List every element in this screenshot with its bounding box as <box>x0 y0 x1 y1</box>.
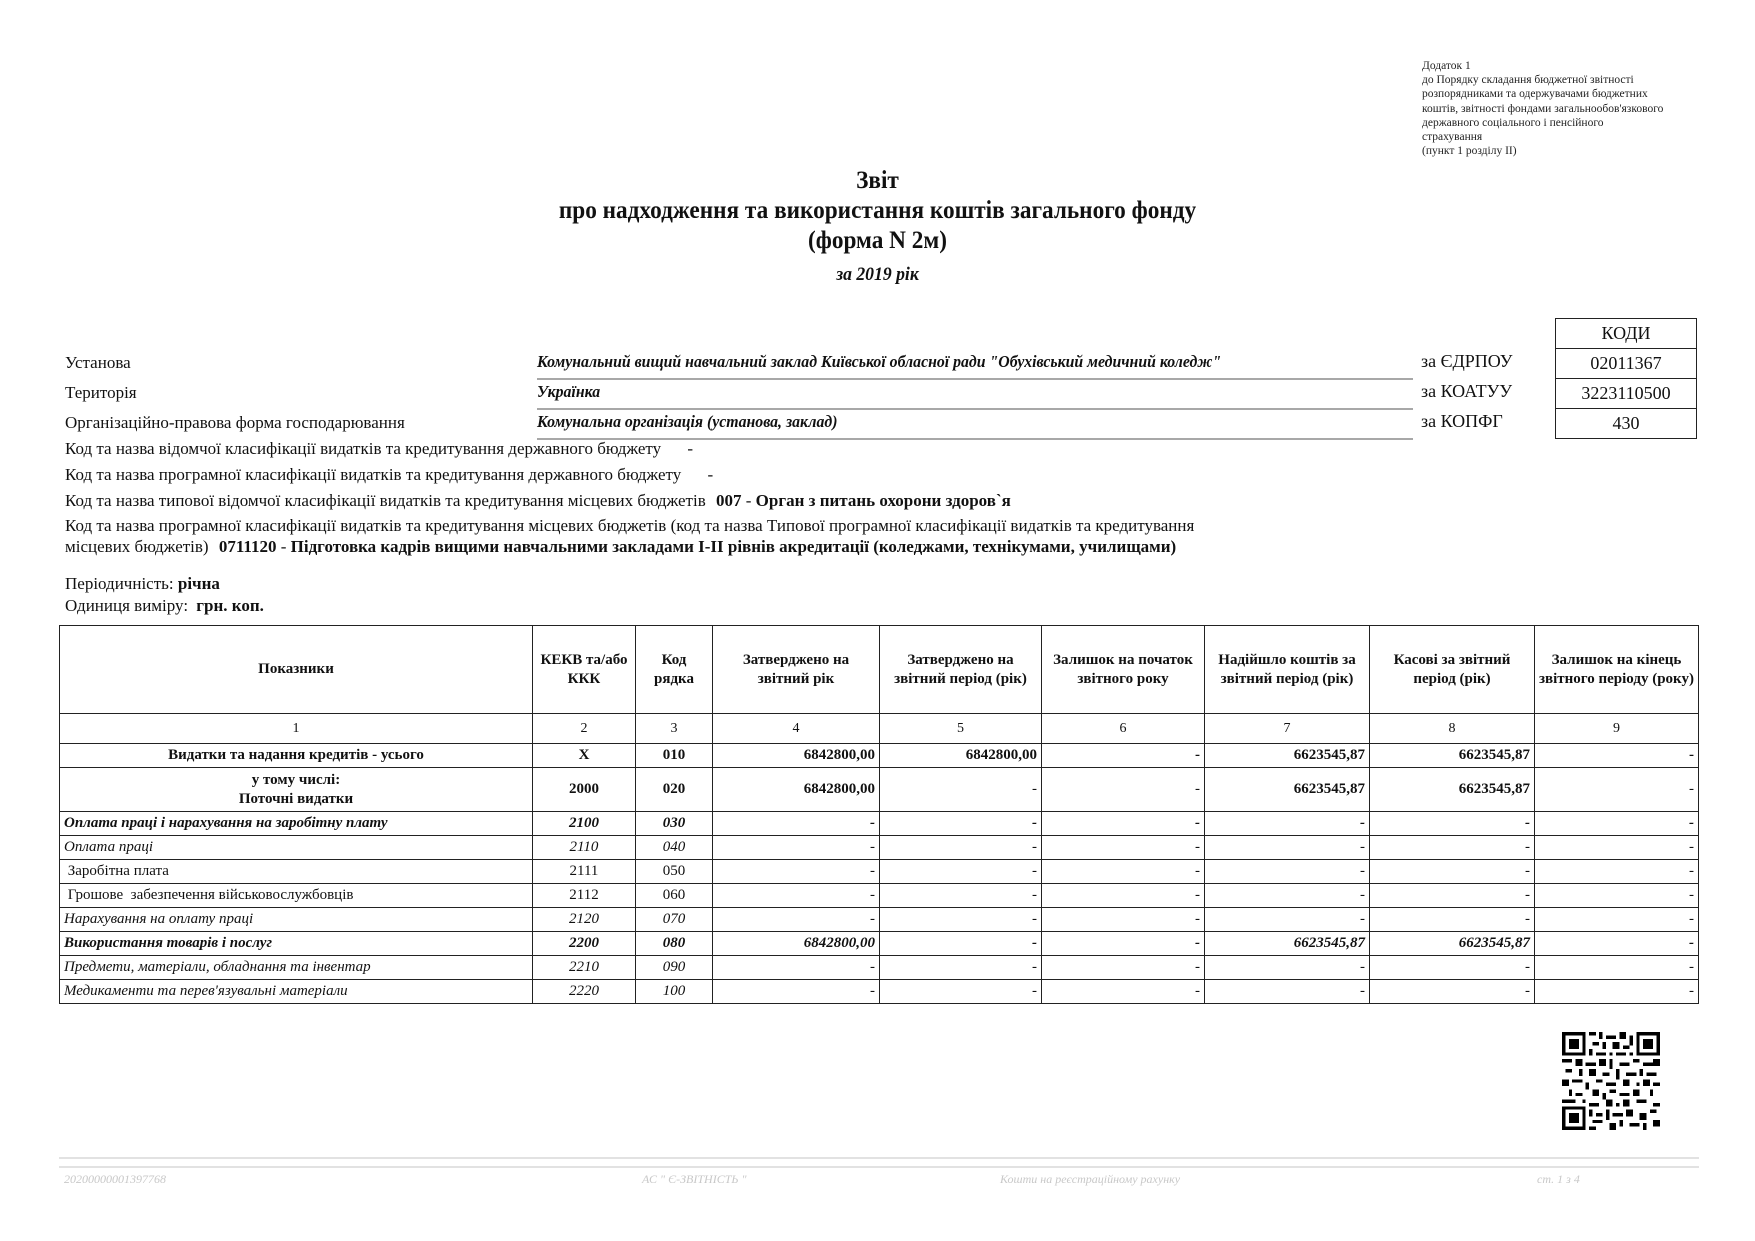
balance-end: - <box>1535 768 1699 812</box>
indicator-name: Заробітна плата <box>60 860 533 884</box>
col-number: 5 <box>880 714 1042 744</box>
col-number: 3 <box>636 714 713 744</box>
cash: - <box>1370 836 1535 860</box>
typical-departmental-name: Орган з питань охорони здоров`я <box>755 491 1011 510</box>
codes-header: КОДИ <box>1601 323 1651 343</box>
local-program-code: 0711120 <box>218 537 277 556</box>
typical-departmental-code: 007 <box>716 491 742 510</box>
indicator-name: Предмети, матеріали, обладнання та інвентар <box>60 956 533 980</box>
approved-year: 6842800,00 <box>713 768 880 812</box>
col-header-balance-end: Залишок на кінець звітного періоду (року) <box>1535 626 1699 714</box>
table-row <box>60 860 1699 884</box>
unit-value: грн. коп. <box>196 596 264 615</box>
balance-start: - <box>1042 956 1205 980</box>
footer-divider <box>59 1157 1699 1168</box>
approved-period: - <box>880 860 1042 884</box>
approved-period: 6842800,00 <box>880 744 1042 768</box>
typical-departmental-label: Код та назва типової відомчої класифікації видатків та кредитування місцевих бюджетів <box>65 491 706 510</box>
row-code: 100 <box>636 980 713 1004</box>
row-code: 040 <box>636 836 713 860</box>
kekv: X <box>533 744 636 768</box>
received: - <box>1205 956 1370 980</box>
approved-period: - <box>880 908 1042 932</box>
col-header-approved-year: Затверджено на звітний рік <box>713 626 880 714</box>
appendix-line: державного соціального і пенсійного <box>1422 116 1604 129</box>
approved-year: - <box>713 956 880 980</box>
kekv: 2112 <box>533 884 636 908</box>
table-row <box>60 812 1699 836</box>
appendix-note <box>1422 59 1722 158</box>
approved-period: - <box>880 884 1042 908</box>
col-number: 4 <box>713 714 880 744</box>
row-code: 030 <box>636 812 713 836</box>
row-code: 090 <box>636 956 713 980</box>
koatuu-label: за КОАТУУ <box>1421 381 1513 401</box>
cash: - <box>1370 908 1535 932</box>
local-program-classification <box>65 516 1194 557</box>
cash: - <box>1370 860 1535 884</box>
indicator-name: Оплата праці і нарахування на заробітну плату <box>60 812 533 836</box>
title-period: за 2019 рік <box>836 264 919 285</box>
received: - <box>1205 836 1370 860</box>
cash: - <box>1370 980 1535 1004</box>
approved-period: - <box>880 932 1042 956</box>
approved-year: 6842800,00 <box>713 744 880 768</box>
row-code: 080 <box>636 932 713 956</box>
departmental-classification-label: Код та назва відомчої класифікації видатків та кредитування державного бюджету <box>65 439 662 458</box>
received: - <box>1205 860 1370 884</box>
table-row <box>60 744 1699 768</box>
local-program-name: Підготовка кадрів вищими навчальними закладами I-II рівнів акредитації (коледжами, технікумами, училищами) <box>290 537 1177 556</box>
qr-code-icon <box>1562 1032 1660 1130</box>
appendix-line: розпорядниками та одержувачами бюджетних <box>1422 88 1648 101</box>
edrpou-code: 02011367 <box>1556 348 1696 378</box>
footer-page-number: ст. 1 з 4 <box>1537 1172 1580 1186</box>
periodicity <box>65 574 220 594</box>
approved-year: - <box>713 884 880 908</box>
indicator-name: Використання товарів і послуг <box>60 932 533 956</box>
table-header-row <box>60 626 1699 714</box>
approved-year: - <box>713 836 880 860</box>
col-number: 9 <box>1535 714 1699 744</box>
edrpou-label: за ЄДРПОУ <box>1421 351 1513 371</box>
balance-start: - <box>1042 768 1205 812</box>
table-row <box>60 908 1699 932</box>
local-program-label: Код та назва програмної класифікації видатків та кредитування місцевих бюджетів (код та назва Типової програмної класифікації видатків та кредитування <box>65 516 1195 535</box>
territory-value-text: Українка <box>537 382 601 401</box>
typical-departmental-classification <box>65 491 1011 511</box>
table-row <box>60 980 1699 1004</box>
approved-year: - <box>713 812 880 836</box>
received: 6623545,87 <box>1205 744 1370 768</box>
col-header-received: Надійшло коштів за звітний період (рік) <box>1205 626 1370 714</box>
local-program-label-cont: місцевих бюджетів) <box>65 537 209 556</box>
indicator-name: Нарахування на оплату праці <box>60 908 533 932</box>
institution-value-text: Комунальний вищий навчальний заклад Київської обласної ради "Обухівський медичний коледж" <box>537 352 1222 371</box>
indicator-name-prefix: у тому числі: <box>251 771 341 788</box>
col-header-row-code: Код рядка <box>636 626 713 714</box>
cash: - <box>1370 812 1535 836</box>
dash: - <box>280 537 287 556</box>
kopfg-code: 430 <box>1556 408 1696 438</box>
koatuu-code: 3223110500 <box>1556 378 1696 408</box>
balance-end: - <box>1535 812 1699 836</box>
balance-end: - <box>1535 860 1699 884</box>
report-table <box>59 625 1699 1004</box>
kekv: 2110 <box>533 836 636 860</box>
col-header-indicators: Показники <box>60 626 533 714</box>
program-classification-label: Код та назва програмної класифікації видатків та кредитування державного бюджету <box>65 465 682 484</box>
col-header-approved-period: Затверджено на звітний період (рік) <box>880 626 1042 714</box>
appendix-line: коштів, звітності фондами загальнообов'язкового <box>1422 102 1664 115</box>
indicator-name: Грошове забезпечення військовослужбовців <box>60 884 533 908</box>
balance-end: - <box>1535 980 1699 1004</box>
kekv: 2100 <box>533 812 636 836</box>
received: - <box>1205 980 1370 1004</box>
kekv: 2000 <box>533 768 636 812</box>
approved-period: - <box>880 836 1042 860</box>
row-code: 010 <box>636 744 713 768</box>
ownership-form-value <box>537 409 1413 440</box>
institution-label: Установа <box>65 353 131 372</box>
unit-of-measure <box>65 596 264 616</box>
cash: - <box>1370 884 1535 908</box>
dash: - <box>745 491 752 510</box>
cash: - <box>1370 956 1535 980</box>
approved-period: - <box>880 768 1042 812</box>
periodicity-label: Періодичність: <box>65 574 174 593</box>
balance-end: - <box>1535 884 1699 908</box>
departmental-classification <box>65 439 693 459</box>
balance-start: - <box>1042 744 1205 768</box>
approved-year: 6842800,00 <box>713 932 880 956</box>
title-line-2: про надходження та використання коштів загального фонду <box>558 197 1197 224</box>
cash: 6623545,87 <box>1370 744 1535 768</box>
institution-value <box>537 349 1413 380</box>
balance-start: - <box>1042 884 1205 908</box>
received: 6623545,87 <box>1205 932 1370 956</box>
cash: 6623545,87 <box>1370 932 1535 956</box>
approved-period: - <box>880 980 1042 1004</box>
row-code: 050 <box>636 860 713 884</box>
footer-system-name: АС " Є-ЗВІТНІСТЬ " <box>642 1172 747 1186</box>
balance-start: - <box>1042 812 1205 836</box>
table-row <box>60 768 1699 812</box>
periodicity-value: річна <box>177 574 220 593</box>
kekv: 2111 <box>533 860 636 884</box>
col-header-balance-start: Залишок на початок звітного року <box>1042 626 1205 714</box>
appendix-line: до Порядку складання бюджетної звітності <box>1422 74 1634 87</box>
kekv: 2120 <box>533 908 636 932</box>
balance-start: - <box>1042 908 1205 932</box>
approved-year: - <box>713 980 880 1004</box>
territory-value <box>537 379 1413 410</box>
table-row <box>60 884 1699 908</box>
received: - <box>1205 908 1370 932</box>
ownership-form-label: Організаційно-правова форма господарювання <box>65 413 405 432</box>
table-row <box>60 932 1699 956</box>
approved-period: - <box>880 956 1042 980</box>
program-classification <box>65 465 713 485</box>
title-line-1: Звіт <box>856 167 899 194</box>
balance-end: - <box>1535 744 1699 768</box>
table-row <box>60 956 1699 980</box>
received: 6623545,87 <box>1205 768 1370 812</box>
approved-period: - <box>880 812 1042 836</box>
approved-year: - <box>713 908 880 932</box>
col-number: 8 <box>1370 714 1535 744</box>
program-classification-value: - <box>707 465 714 484</box>
received: - <box>1205 884 1370 908</box>
row-code: 070 <box>636 908 713 932</box>
appendix-line: страхування <box>1422 131 1483 144</box>
indicator-name: Оплата праці <box>60 836 533 860</box>
title-form: (форма N 2м) <box>808 227 947 254</box>
territory-label: Територія <box>65 383 137 402</box>
col-header-cash: Касові за звітний період (рік) <box>1370 626 1535 714</box>
balance-end: - <box>1535 956 1699 980</box>
row-code: 060 <box>636 884 713 908</box>
balance-start: - <box>1042 980 1205 1004</box>
unit-label: Одиниця виміру: <box>65 596 189 615</box>
footer-document-id: 20200000001397768 <box>64 1172 166 1186</box>
kopfg-label: за КОПФГ <box>1421 411 1503 431</box>
kekv: 2210 <box>533 956 636 980</box>
indicator-name-text: Поточні видатки <box>238 790 354 807</box>
balance-start: - <box>1042 836 1205 860</box>
row-code: 020 <box>636 768 713 812</box>
col-header-kekv: КЕКВ та/або ККК <box>533 626 636 714</box>
kekv: 2200 <box>533 932 636 956</box>
report-title <box>0 166 1755 287</box>
balance-start: - <box>1042 860 1205 884</box>
indicator-name <box>60 768 533 812</box>
indicator-name: Медикаменти та перев'язувальні матеріали <box>60 980 533 1004</box>
approved-year: - <box>713 860 880 884</box>
departmental-classification-value: - <box>687 439 694 458</box>
balance-end: - <box>1535 908 1699 932</box>
col-number: 6 <box>1042 714 1205 744</box>
appendix-line: Додаток 1 <box>1422 60 1471 72</box>
cash: 6623545,87 <box>1370 768 1535 812</box>
ownership-form-value-text: Комунальна організація (установа, заклад) <box>537 412 838 431</box>
indicator-name: Видатки та надання кредитів - усього <box>60 744 533 768</box>
col-number: 1 <box>60 714 533 744</box>
col-number: 7 <box>1205 714 1370 744</box>
balance-end: - <box>1535 932 1699 956</box>
col-number: 2 <box>533 714 636 744</box>
table-row <box>60 836 1699 860</box>
balance-start: - <box>1042 932 1205 956</box>
balance-end: - <box>1535 836 1699 860</box>
received: - <box>1205 812 1370 836</box>
codes-box <box>1555 318 1697 439</box>
footer-account-type: Кошти на реєстраційному рахунку <box>1000 1172 1181 1186</box>
column-numbers-row <box>60 714 1699 744</box>
appendix-line: (пункт 1 розділу II) <box>1422 145 1517 158</box>
kekv: 2220 <box>533 980 636 1004</box>
